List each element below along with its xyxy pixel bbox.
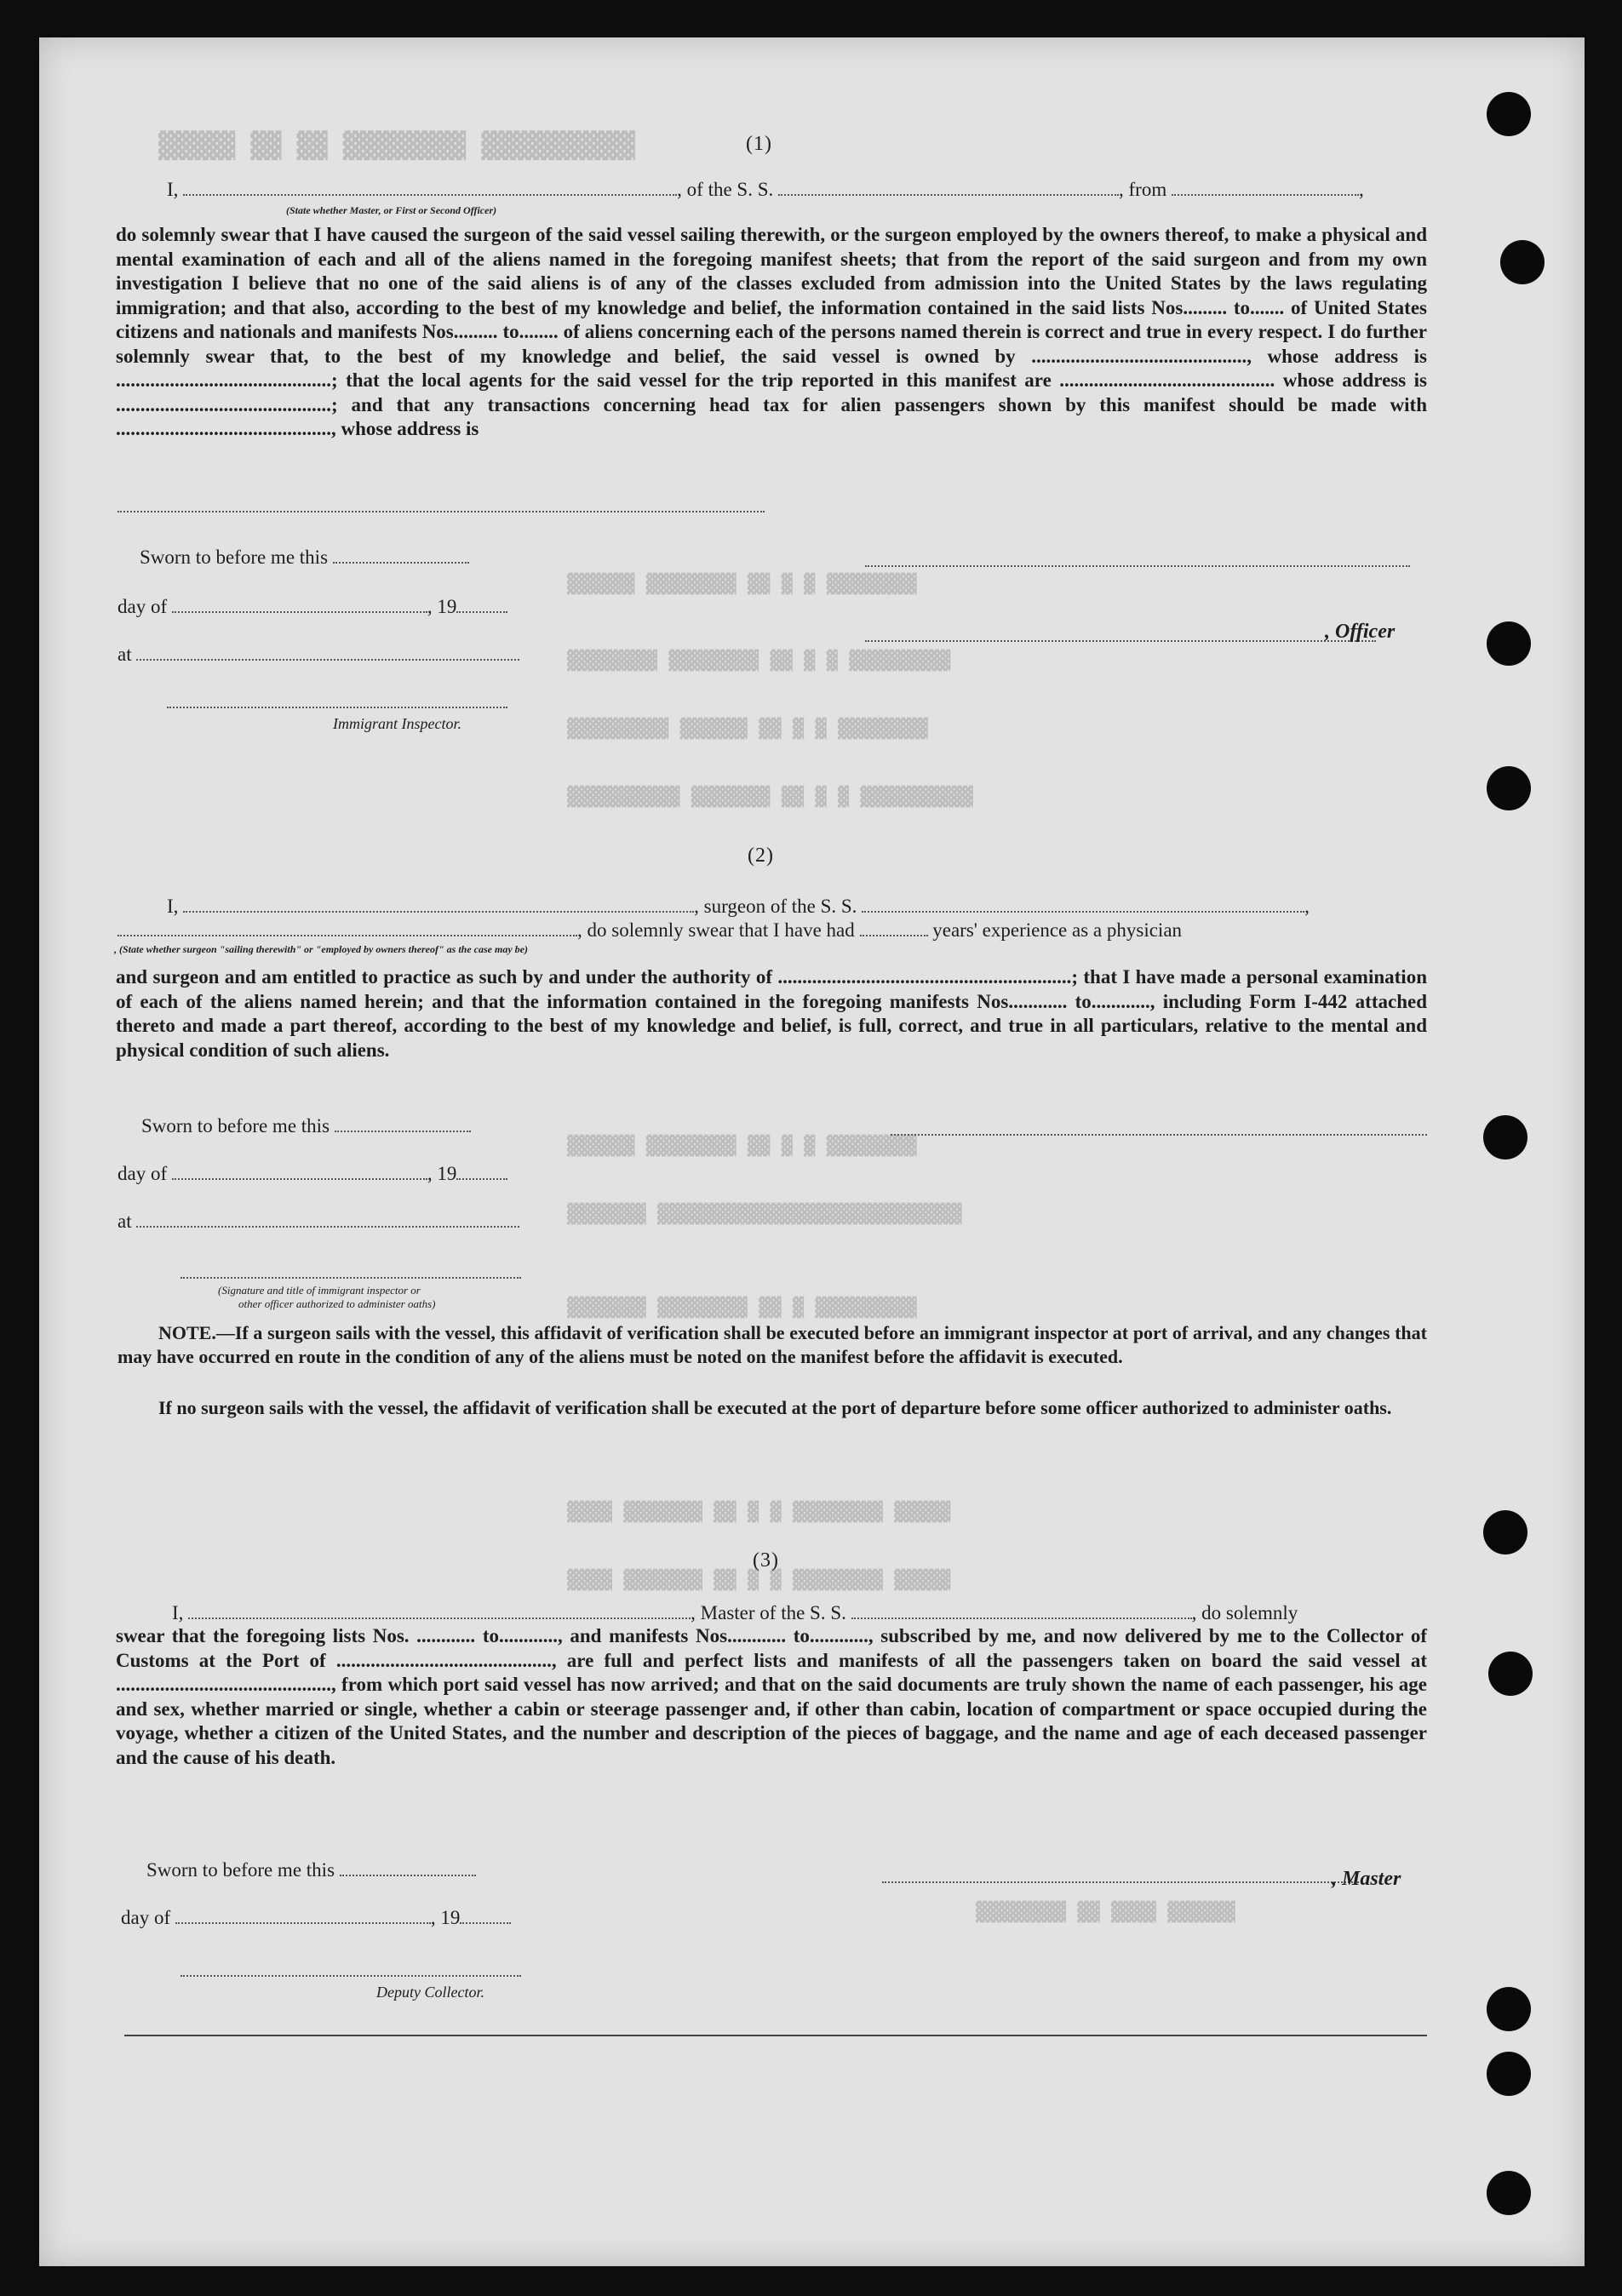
note-paragraph-1: NOTE.—If a surgeon sails with the vessel, this affidavit of verification shall be executed before an immigrant inspector at port of arrival, and any changes that may have occurred en route in the condition of any of the aliens must be noted on the manifest before the affidavit is executed. [117, 1322, 1427, 1367]
punch-hole [1483, 1115, 1527, 1159]
section-2-sworn-row: Sworn to before me this [141, 1115, 471, 1137]
section-1-first-line: I, , of the S. S. , from , [167, 179, 1364, 200]
section-2-number: (2) [748, 845, 774, 867]
bleed-through-text: ▓▓▓▓▓▓ ▓▓▓▓▓▓▓▓ ▓▓ ▓ ▓ ▓▓▓▓▓▓▓▓ [567, 1136, 917, 1157]
punch-hole [1487, 766, 1531, 810]
document-page [39, 37, 1585, 2266]
section-2-first-line: I, , surgeon of the S. S. , [167, 896, 1310, 917]
note-paragraph-2: If no surgeon sails with the vessel, the affidavit of verification shall be executed at the port of departure before some officer authorized to administer oaths. [158, 1397, 1392, 1418]
section-1-officer-label: , Officer [1325, 621, 1396, 643]
section-2-signature-caption-1: (Signature and title of immigrant inspector or [218, 1284, 421, 1297]
section-1-oath-text: do solemnly swear that I have caused the surgeon of the said vessel sailing therewith, or the surgeon employed by the owners thereof, to make a physical and mental examination of each and all of the aliens named in the foregoing manifest sheets; that from the report of the said surgeon and from my own investigation I believe that no one of the said aliens is of any of the classes excluded from admission into the United States by the laws regulating immigration; and that also, according to the best of my knowledge and belief, the information contained in the said lists Nos......... to....... of United States citizens and nationals and manifests Nos......... to........ of aliens concerning each of the persons named therein is correct and true in every respect. I do further solemnly swear that, to the best of my knowledge and belief, the said vessel is owned by ............................................, whose address is ............................................; that the local agents for the said vessel for the trip reported in this manifest are ............................................ whose address is ............................................; and that any transactions concerning head tax for alien passengers shown by this manifest should be made with ............................................, whose address is [116, 224, 1427, 439]
bottom-rule [124, 2035, 1427, 2036]
section-2-at-row: at [117, 1211, 519, 1233]
section-3-number: (3) [753, 1549, 779, 1572]
section-3-sworn-row: Sworn to before me this [146, 1859, 476, 1881]
section-1-day-row: day of , 19 [117, 596, 507, 618]
bleed-through-text: ▓▓▓▓▓▓▓ ▓▓▓▓▓▓▓▓▓▓▓▓▓▓▓▓▓▓▓▓▓▓▓▓▓▓▓ [567, 1204, 962, 1225]
punch-hole [1500, 240, 1545, 284]
section-1-inspector-label: Immigrant Inspector. [333, 715, 461, 732]
bleed-through-text: ▓▓▓▓▓▓ ▓▓▓▓▓▓▓▓ ▓▓ ▓ ▓ ▓▓▓▓▓▓▓▓ [567, 574, 917, 595]
section-1-sworn-row: Sworn to before me this [140, 547, 469, 569]
bleed-through-text: ▓▓▓▓ ▓▓▓▓▓▓▓ ▓▓ ▓ ▓ ▓▓▓▓▓▓▓▓ ▓▓▓▓▓ [567, 1570, 951, 1591]
punch-hole [1487, 621, 1531, 666]
section-2-surgeon-caption: , (State whether surgeon "sailing therewith" or "employed by owners thereof" as the case may be) [114, 943, 528, 955]
section-3-master-label: , Master [1332, 1868, 1401, 1890]
section-1-officer-signature-line [865, 638, 1376, 642]
section-2-oath-text: and surgeon and am entitled to practice as such by and under the authority of ............................................................; that I have made a personal examination of each of the aliens named herein; and that the information contained in the foregoing manifests Nos............ to............, including Form I-442 attached thereto and made a part thereof, according to the best of my knowledge and belief, is full, correct, and true in all particulars, relative to the mental and physical condition of such aliens. [116, 966, 1427, 1061]
section-3-oath-text: swear that the foregoing lists Nos. ............ to............, and manifests Nos............ to............, subscribed by me, and now delivered by me to the Collector of Customs at the Port of ............................................, are full and perfect lists and manifests of all the passengers taken on board the said vessel at ............................................, from which port said vessel has now arrived; and that on the said documents are truly shown the name of each passenger, his age and sex, whether married or single, whether a cabin or steerage passenger and, if other than cabin, location of compartment or space occupied during the voyage, whether a citizen of the United States, and the number and description of the pieces of baggage, and the name and age of each deceased passenger and the cause of his death. [116, 1625, 1427, 1768]
bleed-through-text: ▓▓▓▓▓▓▓▓ ▓▓▓▓▓▓▓▓ ▓▓ ▓ ▓ ▓▓▓▓▓▓▓▓▓ [567, 650, 951, 672]
section-2-day-row: day of , 19 [117, 1163, 507, 1185]
note-lead: NOTE. [158, 1322, 216, 1343]
punch-hole [1487, 1987, 1531, 2031]
section-1-rank-caption: (State whether Master, or First or Second Officer) [286, 204, 497, 216]
section-2-second-line: , do solemnly swear that I have had years' experience as a physician [117, 919, 1182, 942]
section-2-inspector-signature-line [181, 1275, 521, 1279]
punch-hole [1483, 1510, 1527, 1555]
section-3-first-line: I, , Master of the S. S. , do solemnly [172, 1602, 1298, 1623]
bleed-through-text: ▓▓▓▓▓▓▓▓ ▓▓ ▓▓▓▓ ▓▓▓▓▓▓ [976, 1902, 1235, 1923]
section-1-officer-blank-line [865, 564, 1410, 567]
section-2-signature-caption-2: other officer authorized to administer oaths) [238, 1297, 436, 1310]
punch-hole [1487, 2052, 1531, 2096]
bleed-through-text: ▓▓▓▓ ▓▓▓▓▓▓▓ ▓▓ ▓ ▓ ▓▓▓▓▓▓▓▓ ▓▓▓▓▓ [567, 1502, 951, 1523]
section-1-inspector-signature-line [167, 705, 507, 708]
section-3-master-signature-line [882, 1880, 1359, 1883]
section-3-collector-label: Deputy Collector. [376, 1984, 484, 2001]
section-3-collector-signature-line [181, 1973, 521, 1977]
section-1-number: (1) [746, 133, 772, 155]
section-1-at-row: at [117, 644, 519, 666]
bleed-through-text: ▓▓▓▓▓▓▓ ▓▓▓▓▓▓▓▓ ▓▓ ▓ ▓▓▓▓▓▓▓▓▓ [567, 1297, 917, 1319]
bleed-through-text: ▓▓▓▓▓▓▓▓▓ ▓▓▓▓▓▓ ▓▓ ▓ ▓ ▓▓▓▓▓▓▓▓ [567, 719, 928, 740]
punch-hole [1488, 1652, 1533, 1696]
punch-hole [1487, 2171, 1531, 2215]
section-2-officer-signature-line [891, 1132, 1427, 1136]
punch-hole [1487, 92, 1531, 136]
bleed-through-text: ▓▓▓▓▓▓▓▓▓▓ ▓▓▓▓▓▓▓ ▓▓ ▓ ▓ ▓▓▓▓▓▓▓▓▓▓ [567, 787, 973, 808]
section-3-day-row: day of , 19 [121, 1907, 511, 1929]
section-1-address-line [117, 509, 765, 512]
bleed-through-text: ▓▓▓▓▓ ▓▓ ▓▓ ▓▓▓▓▓▓▓▓ ▓▓▓▓▓▓▓▓▓▓ [158, 131, 635, 161]
